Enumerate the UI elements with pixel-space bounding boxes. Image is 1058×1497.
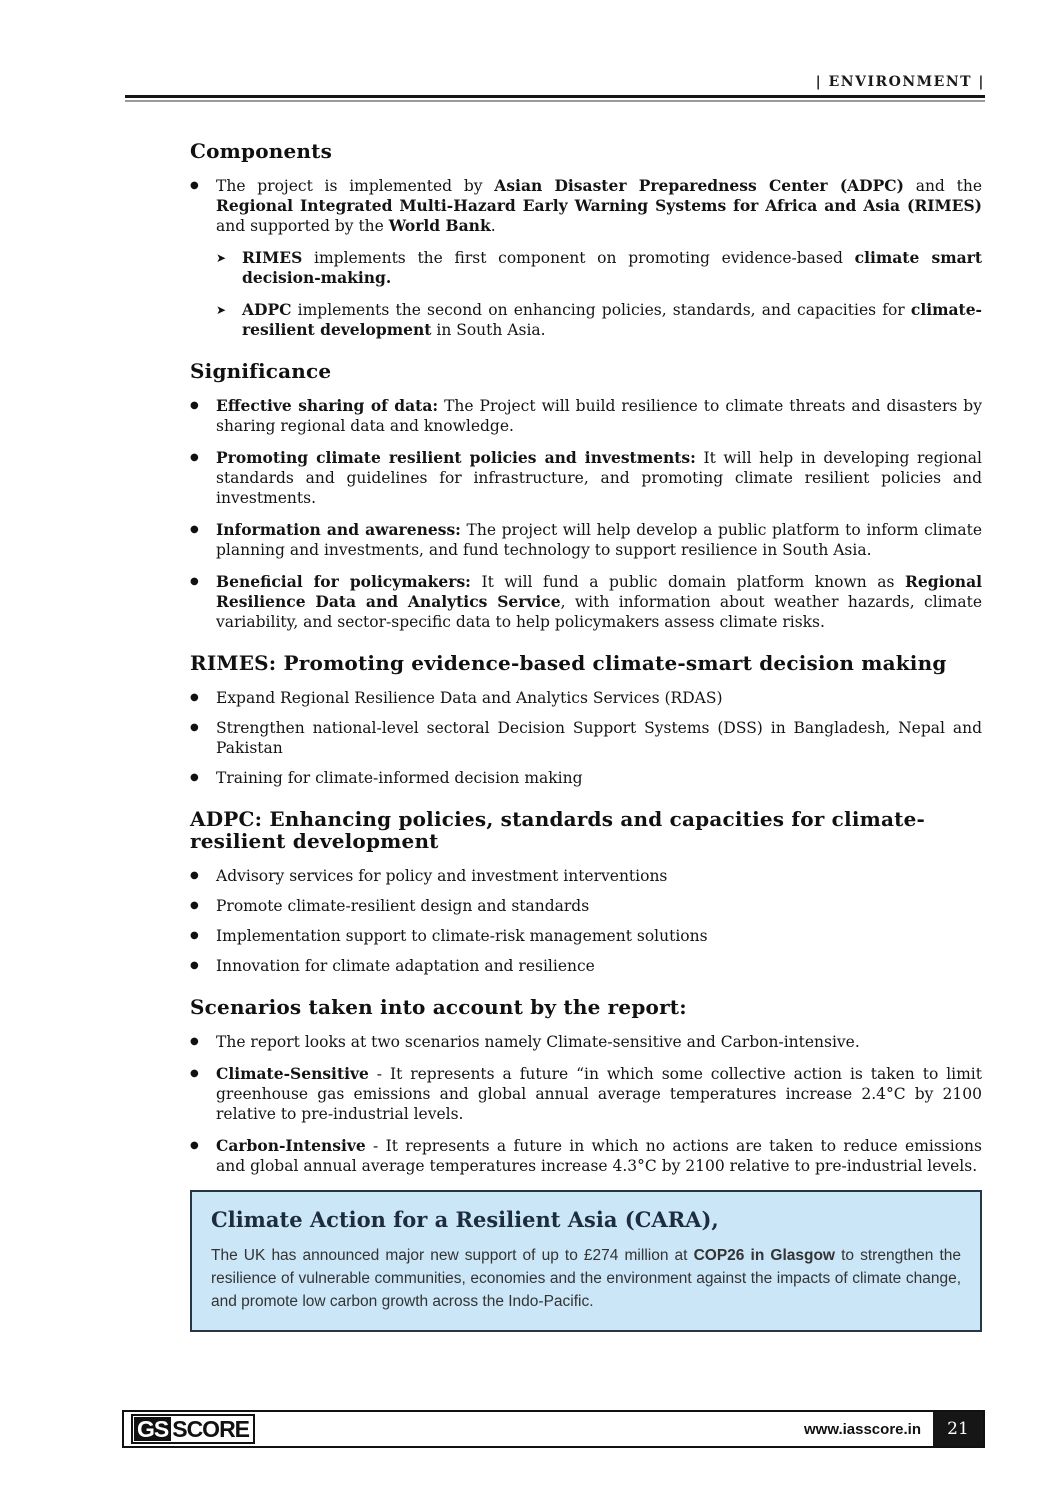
header-rule-gray	[125, 100, 985, 102]
triangle-bullet-icon: ➤	[216, 303, 227, 317]
cara-box-title: Climate Action for a Resilient Asia (CARA),	[211, 1207, 719, 1232]
section-title-scenarios: Scenarios taken into account by the report:	[190, 995, 687, 1019]
bullet-dot-icon: ●	[190, 180, 199, 191]
list-item-text: Training for climate-informed decision making	[216, 769, 583, 787]
list-item	[190, 956, 982, 976]
bullet-dot-icon: ●	[190, 930, 199, 941]
page-number: 21	[933, 1412, 983, 1446]
gsscore-logo-score: SCORE	[172, 1416, 250, 1442]
list-item	[190, 1136, 982, 1176]
bullet-dot-icon: ●	[190, 576, 199, 587]
header-rule	[125, 95, 985, 102]
bullet-dot-icon: ●	[190, 1068, 199, 1079]
list-item-text: Promote climate-resilient design and standards	[216, 897, 590, 915]
cara-box-body: The UK has announced major new support of up to £274 million at COP26 in Glasgow to strengthen the resilience of vulnerable communities, economies and the environment against the impacts of climate change, and promote low carbon growth across the Indo-Pacific.	[211, 1247, 962, 1310]
bullet-dot-icon: ●	[190, 772, 199, 783]
bullet-dot-icon: ●	[190, 452, 199, 463]
section-title-adpc: ADPC: Enhancing policies, standards and capacities for climate-resilient development	[190, 807, 926, 853]
cara-highlight-box	[190, 1190, 982, 1332]
bullet-dot-icon: ●	[190, 1036, 199, 1047]
list-item	[190, 520, 982, 560]
bullet-dot-icon: ●	[190, 692, 199, 703]
bullet-dot-icon: ●	[190, 870, 199, 881]
footer-bar	[122, 1410, 985, 1448]
section-title-significance: Significance	[190, 359, 332, 383]
bullet-dot-icon: ●	[190, 722, 199, 733]
list-item-text: Expand Regional Resilience Data and Analytics Services (RDAS)	[216, 689, 723, 707]
list-item-text: Beneficial for policymakers: It will fund a public domain platform known as Regional Resilience Data and Analytics Service, with information about weather hazards, climate variability, and sector-specific data to help policymakers assess climate risks.	[216, 572, 983, 631]
list-item	[190, 768, 982, 788]
list-item-text: The project is implemented by Asian Disaster Preparedness Center (ADPC) and the Regional Integrated Multi-Hazard Early Warning Systems for Africa and Asia (RIMES) and supported by the World Bank.	[216, 176, 982, 235]
list-item-text: Implementation support to climate-risk management solutions	[216, 927, 708, 945]
list-item-text: Promoting climate resilient policies and investments: It will help in developing regional standards and guidelines for infrastructure, and promoting climate resilient policies and investments.	[216, 448, 982, 507]
list-item	[190, 866, 982, 886]
header-rule-black	[125, 95, 985, 98]
footer-website: www.iasscore.in	[804, 1420, 921, 1438]
list-item-text: Innovation for climate adaptation and resilience	[216, 957, 595, 975]
section-title-rimes: RIMES: Promoting evidence-based climate-smart decision making	[190, 651, 947, 675]
list-item	[190, 1064, 982, 1124]
sub-list-item	[216, 248, 982, 288]
list-item-text: The report looks at two scenarios namely Climate-sensitive and Carbon-intensive.	[216, 1033, 860, 1051]
triangle-bullet-icon: ➤	[216, 251, 227, 265]
list-item	[190, 396, 982, 436]
sub-list-item-text: ADPC implements the second on enhancing policies, standards, and capacities for climate-resilient development in South Asia.	[242, 300, 982, 339]
list-item	[190, 572, 982, 632]
list-item-text: Information and awareness: The project will help develop a public platform to inform climate planning and investments, and fund technology to support resilience in South Asia.	[216, 520, 982, 559]
list-item-text: Climate-Sensitive - It represents a future “in which some collective action is taken to limit greenhouse gas emissions and global annual average temperatures increase 2.4°C by 2100 relative to pre-industrial levels.	[216, 1064, 982, 1123]
bullet-dot-icon: ●	[190, 900, 199, 911]
bullet-dot-icon: ●	[190, 1140, 199, 1151]
list-item	[190, 1032, 982, 1052]
gsscore-logo	[131, 1414, 255, 1444]
sub-list-item-text: RIMES implements the first component on promoting evidence-based climate smart decision-making.	[242, 248, 982, 287]
list-item-text: Strengthen national-level sectoral Decision Support Systems (DSS) in Bangladesh, Nepal and Pakistan	[216, 719, 982, 757]
bullet-dot-icon: ●	[190, 524, 199, 535]
list-item	[190, 926, 982, 946]
bullet-dot-icon: ●	[190, 400, 199, 411]
page-header-label: | ENVIRONMENT |	[815, 74, 985, 90]
list-item-text: Carbon-Intensive - It represents a future in which no actions are taken to reduce emissions and global annual average temperatures increase 4.3°C by 2100 relative to pre-industrial levels.	[216, 1136, 982, 1175]
section-title-components: Components	[190, 139, 333, 163]
list-item	[190, 718, 982, 758]
list-item	[190, 176, 982, 236]
list-item	[190, 896, 982, 916]
bullet-dot-icon: ●	[190, 960, 199, 971]
page-content	[190, 140, 982, 1332]
list-item	[190, 688, 982, 708]
list-item-text: Effective sharing of data: The Project will build resilience to climate threats and disasters by sharing regional data and knowledge.	[216, 396, 982, 435]
list-item	[190, 448, 982, 508]
list-item-text: Advisory services for policy and investment interventions	[216, 867, 668, 885]
gsscore-logo-gs: GS	[134, 1417, 171, 1441]
sub-list-item	[216, 300, 982, 340]
